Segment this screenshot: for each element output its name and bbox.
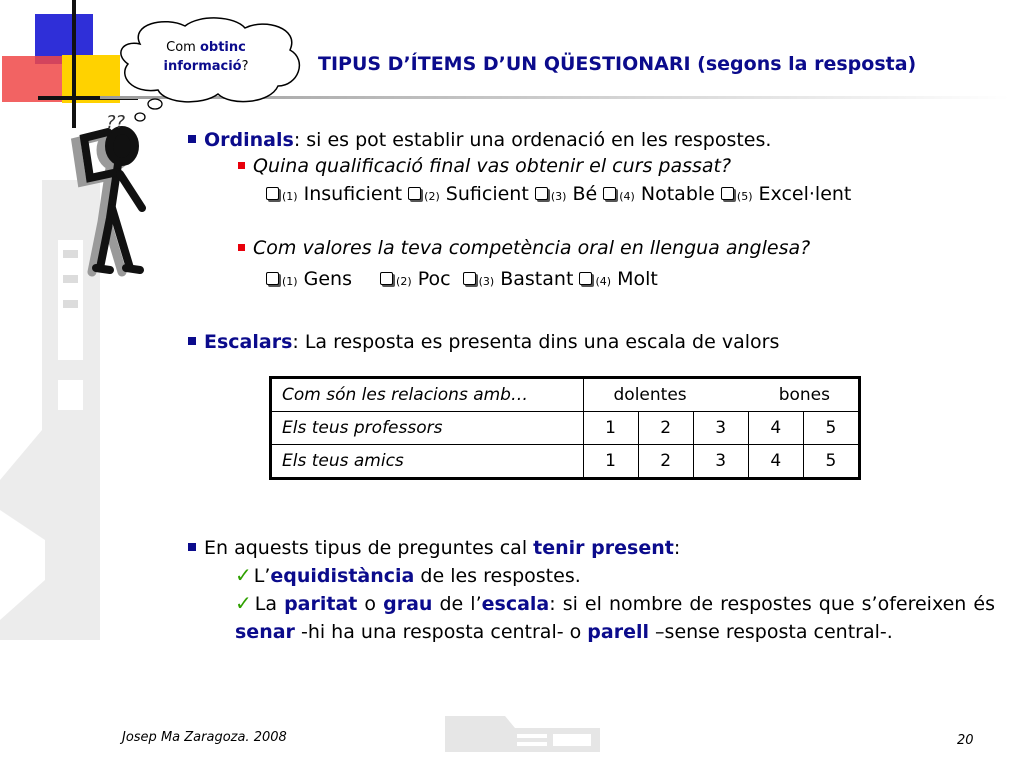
- scale-cell: 3: [693, 445, 748, 479]
- note-intro-bold: tenir present: [533, 537, 674, 559]
- checkbox-icon: [408, 187, 421, 200]
- note-bold: escala: [481, 593, 550, 615]
- question-1-options: [266, 181, 851, 210]
- option-number: (3): [478, 275, 495, 288]
- scale-cell: 1: [583, 445, 638, 479]
- cloud-line1-bold: obtinc: [199, 40, 246, 55]
- page-title: TIPUS D’ÍTEMS D’UN QÜESTIONARI (segons la resposta): [318, 53, 917, 75]
- footer-page-number: 20: [957, 733, 974, 748]
- cloud-line2-bold: informació: [163, 59, 242, 74]
- table-row: [271, 445, 860, 479]
- bullet-red-icon: [238, 162, 245, 169]
- scale-cell: 4: [748, 445, 803, 479]
- check-icon: ✓: [235, 591, 253, 615]
- bullet-red-icon: [238, 244, 245, 251]
- bullet-icon: [188, 135, 196, 143]
- cloud-text: [132, 38, 280, 76]
- option-item: [603, 183, 715, 205]
- ordinals-question-1: [238, 153, 731, 180]
- table-row: [271, 412, 860, 445]
- escalars-description: : La resposta es presenta dins una escala de valors: [292, 331, 780, 353]
- option-label: Bastant: [500, 268, 574, 290]
- scale-table: [269, 376, 861, 480]
- option-label: Notable: [640, 183, 715, 205]
- scale-high-label: bones: [778, 385, 830, 405]
- question-1-text: Quina qualificació final vas obtenir el curs passat?: [253, 155, 732, 177]
- scale-cell: 4: [748, 412, 803, 445]
- note-text: –sense resposta central-.: [649, 621, 893, 643]
- checkbox-icon: [380, 272, 393, 285]
- table-header-scale: [583, 378, 859, 412]
- question-marks: ??: [106, 112, 126, 133]
- option-number: (1): [282, 275, 298, 288]
- cloud-line1-prefix: Com: [166, 40, 200, 55]
- escalars-term: Escalars: [204, 331, 293, 353]
- checkbox-icon: [579, 272, 592, 285]
- scale-cell: 2: [638, 445, 693, 479]
- option-label: Suficient: [445, 183, 529, 205]
- bullet-icon: [188, 543, 196, 551]
- row-label: Els teus amics: [271, 445, 584, 479]
- bullet-icon: [188, 337, 196, 345]
- option-number: (1): [282, 190, 298, 203]
- scale-cell: 3: [693, 412, 748, 445]
- checkbox-icon: [266, 187, 279, 200]
- ordinals-question-2: [238, 235, 810, 262]
- option-label: Insuficient: [303, 183, 403, 205]
- footer-author: Josep Ma Zaragoza. 2008: [122, 730, 287, 745]
- escalars-heading: [188, 329, 779, 356]
- option-item: [721, 183, 851, 205]
- checkbox-icon: [266, 272, 279, 285]
- check-icon: ✓: [235, 563, 252, 587]
- note-item-1-prefix: L’: [253, 565, 271, 587]
- note-bold: paritat: [284, 593, 358, 615]
- note-text: La: [254, 593, 285, 615]
- scale-cell: 5: [803, 412, 859, 445]
- note-text: : si el nombre de respostes que s’ofereixen és: [549, 593, 995, 615]
- option-item: [579, 268, 657, 290]
- ordinals-term: Ordinals: [204, 129, 294, 151]
- row-label: Els teus professors: [271, 412, 584, 445]
- option-label: Poc: [417, 268, 451, 290]
- note-item-1-bold: equidistància: [270, 565, 415, 587]
- option-label: Excel·lent: [758, 183, 852, 205]
- note-bold: senar: [235, 621, 295, 643]
- option-number: (5): [736, 190, 753, 203]
- option-item: [408, 183, 529, 205]
- note-intro-suffix: :: [673, 537, 681, 559]
- cloud-line2-suffix: ?: [241, 59, 249, 74]
- note-bold: parell: [587, 621, 650, 643]
- option-label: Gens: [303, 268, 352, 290]
- checkbox-icon: [535, 187, 548, 200]
- question-2-options: [266, 266, 658, 295]
- option-number: (3): [550, 190, 567, 203]
- checkbox-icon: [463, 272, 476, 285]
- note-text: de l’: [432, 593, 482, 615]
- option-item: [463, 268, 574, 290]
- option-item: [266, 183, 402, 205]
- option-number: (4): [595, 275, 612, 288]
- table-header-question: Com són les relacions amb…: [271, 378, 584, 412]
- checkbox-icon: [721, 187, 734, 200]
- scale-cell: 1: [583, 412, 638, 445]
- footer-logo-icon: [445, 714, 605, 754]
- option-item: [266, 268, 352, 290]
- option-label: Molt: [617, 268, 658, 290]
- option-number: (2): [424, 190, 440, 203]
- table-header-row: [271, 378, 860, 412]
- checkbox-icon: [603, 187, 616, 200]
- note-item-1-suffix: de les respostes.: [414, 565, 581, 587]
- thinking-figure-icon: [60, 108, 170, 278]
- option-item: [535, 183, 597, 205]
- ordinals-description: : si es pot establir una ordenació en les respostes.: [293, 129, 772, 151]
- scale-cell: 5: [803, 445, 859, 479]
- note-intro: [188, 535, 680, 562]
- note-intro-prefix: En aquests tipus de preguntes cal: [204, 537, 534, 559]
- note-text: o: [357, 593, 384, 615]
- ordinals-heading: [188, 127, 771, 154]
- note-text: -hi ha una resposta central- o: [294, 621, 588, 643]
- scale-cell: 2: [638, 412, 693, 445]
- option-number: (2): [396, 275, 412, 288]
- option-number: (4): [619, 190, 635, 203]
- question-2-text: Com valores la teva competència oral en llengua anglesa?: [253, 237, 811, 259]
- note-bold: grau: [383, 593, 433, 615]
- option-item: [380, 268, 451, 290]
- scale-low-label: dolentes: [613, 385, 687, 405]
- note-item-1: [235, 562, 581, 590]
- note-item-2: [235, 589, 995, 646]
- option-label: Bé: [572, 183, 598, 205]
